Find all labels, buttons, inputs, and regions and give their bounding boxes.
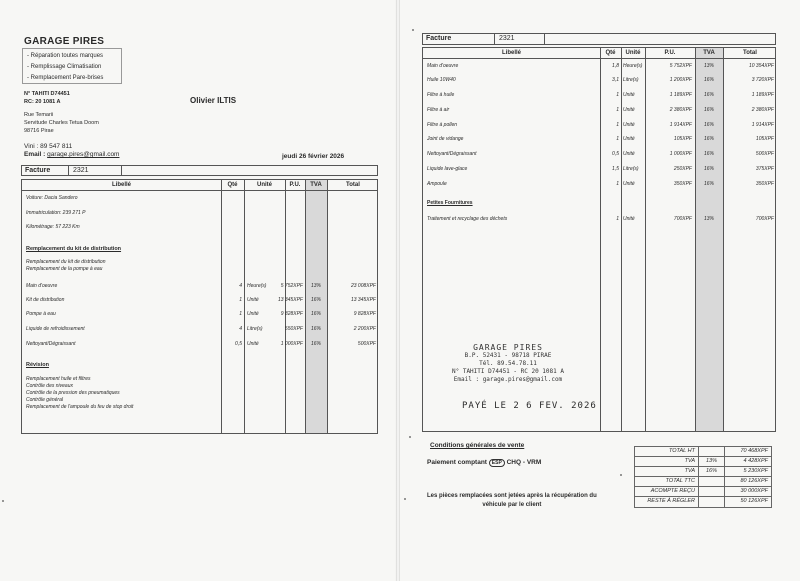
vehicle-model: Voiture: Dacia Sandero bbox=[26, 195, 78, 201]
section-line: Contrôle général bbox=[26, 397, 63, 403]
section-line: Remplacement du kit de distribution bbox=[26, 259, 106, 265]
col-qte: Qté bbox=[605, 50, 616, 56]
totals-row: TOTAL TTC 80 126XPF bbox=[635, 477, 771, 487]
vehicle-plate: Immatriculation: 239 271 P bbox=[26, 210, 86, 216]
facture-label: Facture bbox=[22, 166, 69, 175]
parts-notice bbox=[427, 492, 597, 510]
email-link[interactable]: garage.pires@gmail.com bbox=[47, 151, 120, 158]
conditions-title: Conditions générales de vente bbox=[430, 442, 525, 449]
invoice-date: jeudi 26 février 2026 bbox=[282, 153, 345, 160]
section-title: Révision bbox=[26, 362, 49, 368]
totals-row: TVA 13% 4 428XPF bbox=[635, 457, 771, 467]
col-unite: Unité bbox=[625, 50, 641, 56]
totals-row: TVA 16% 5 230XPF bbox=[635, 467, 771, 477]
totals-table bbox=[634, 446, 772, 508]
col-libelle: Libellé bbox=[111, 182, 131, 188]
vehicle-mileage: Kilométrage: 57 223 Km bbox=[26, 224, 80, 230]
rc-number: RC: 20 1081 A bbox=[24, 99, 61, 105]
table-header bbox=[423, 48, 775, 59]
stamp-line: Email : garage.pires@gmail.com bbox=[453, 376, 563, 383]
totals-row: RESTE À RÉGLER 50 126XPF bbox=[635, 497, 771, 507]
facture-number: 2321 bbox=[495, 34, 545, 44]
service-item: - Réparation toutes marques bbox=[27, 53, 104, 59]
table-row: Traitement et recyclage des déchets 1 Unité 700XPF 13% 700XPF bbox=[427, 216, 774, 222]
address-line: 98716 Pirae bbox=[24, 128, 54, 134]
scan-speck bbox=[620, 474, 622, 476]
parts-notice-line: véhicule par le client bbox=[482, 502, 542, 508]
table-row: Filtre à air 1 Unité 2 380XPF 16% 2 380XPF bbox=[427, 107, 774, 113]
facture-number: 2321 bbox=[69, 166, 122, 175]
stamp-line: Tél. 89.54.78.11 bbox=[479, 360, 537, 367]
table-row: Ampoule 1 Unité 350XPF 16% 350XPF bbox=[427, 181, 774, 187]
payment-terms bbox=[427, 459, 541, 467]
facture-bar bbox=[21, 165, 378, 176]
table-row: Filtre à pollen 1 Unité 1 914XPF 16% 1 914XPF bbox=[427, 122, 774, 128]
section-line: Remplacement huile et filtres bbox=[26, 376, 91, 382]
section-line: Contrôle des niveaux bbox=[26, 383, 73, 389]
scan-speck bbox=[409, 436, 411, 438]
col-pu: P.U. bbox=[664, 50, 676, 56]
table-row: Main d'oeuvre 1,8 Heure(s) 5 752XPF 13% 10 354XPF bbox=[427, 63, 774, 69]
col-pu: P.U. bbox=[289, 182, 301, 188]
section-line: Remplacement de l'ampoule du feu de stop droit bbox=[26, 404, 134, 410]
stamp-line: N° TAHITI D74451 - RC 20 1081 A bbox=[452, 368, 564, 375]
email-label: Email : bbox=[24, 151, 46, 158]
table-row: Joint de vidange 1 Unité 105XPF 16% 105XPF bbox=[427, 136, 774, 142]
facture-bar bbox=[422, 33, 776, 45]
esp-circle: ESP bbox=[489, 459, 505, 467]
garage-stamp bbox=[452, 344, 564, 384]
email-line bbox=[24, 151, 119, 158]
table-row: Filtre à huile 1 Unité 1 189XPF 16% 1 189XPF bbox=[427, 92, 774, 98]
col-qte: Qté bbox=[227, 182, 238, 188]
table-header bbox=[22, 180, 377, 191]
totals-row: TOTAL HT 70 468XPF bbox=[635, 447, 771, 457]
invoice-table-left bbox=[21, 179, 378, 434]
scan-speck bbox=[2, 500, 4, 502]
parts-notice-line: Les pièces remplacées sont jetées après la récupération du bbox=[427, 493, 597, 499]
table-row: Huile 10W40 3,1 Litre(s) 1 200XPF 16% 3 720XPF bbox=[427, 77, 774, 83]
service-item: - Remplacement Pare-brises bbox=[27, 75, 104, 81]
section-line: Remplacement de la pompe à eau bbox=[26, 266, 103, 272]
totals-row: ACOMPTE REÇU 30 000XPF bbox=[635, 487, 771, 497]
address-line: Rue Temarii bbox=[24, 112, 54, 118]
stamp-line: GARAGE PIRES bbox=[473, 343, 543, 352]
col-unite: Unité bbox=[257, 182, 272, 188]
service-item: - Remplissage Climatisation bbox=[27, 64, 102, 70]
section-line: Contrôle de la pression des pneumatiques bbox=[26, 390, 120, 396]
table-row: Nettoyant/Dégraissant 0,5 Unité 1 000XPF 16% 500XPF bbox=[26, 341, 376, 347]
col-total: Total bbox=[346, 182, 360, 188]
invoice-page-left bbox=[0, 0, 395, 581]
scan-speck bbox=[404, 498, 406, 500]
tahiti-number: N° TAHITI D74451 bbox=[24, 91, 70, 97]
scan-speck bbox=[412, 29, 414, 31]
table-row: Main d'oeuvre 4 Heure(s) 5 752XPF 13% 23 008XPF bbox=[26, 283, 376, 289]
payment-label: Paiement comptant bbox=[427, 459, 487, 466]
table-row: Liquide lave-glace 1,5 Litre(s) 250XPF 16% 375XPF bbox=[427, 166, 774, 172]
col-tva: TVA bbox=[703, 50, 715, 56]
section-title: Petites Fournitures bbox=[427, 200, 473, 206]
paid-stamp: PAYÉ LE 2 6 FEV. 2026 bbox=[462, 401, 597, 411]
payment-methods: CHQ - VRM bbox=[506, 459, 542, 466]
facture-label: Facture bbox=[423, 34, 495, 44]
table-row: Nettoyant/Dégraissant 0,5 Unité 1 000XPF 16% 500XPF bbox=[427, 151, 774, 157]
col-total: Total bbox=[743, 50, 757, 56]
col-libelle: Libellé bbox=[501, 50, 521, 56]
client-name: Olivier ILTIS bbox=[190, 96, 237, 105]
address-line: Servitude Charles Tetua Doom bbox=[24, 120, 99, 126]
table-row: Liquide de refroidissement 4 Litre(s) 550XPF 16% 2 200XPF bbox=[26, 326, 376, 332]
col-tva: TVA bbox=[310, 182, 322, 188]
section-title: Remplacement du kit de distribution bbox=[26, 246, 122, 252]
garage-name: GARAGE PIRES bbox=[24, 36, 105, 47]
phone-number: Vini : 89 547 811 bbox=[24, 143, 73, 150]
stamp-line: B.P. 52431 - 98718 PIRAE bbox=[464, 352, 552, 359]
table-row: Kit de distribution 1 Unité 13 345XPF 16% 13 345XPF bbox=[26, 297, 376, 303]
services-box bbox=[22, 48, 122, 84]
table-row: Pompe à eau 1 Unité 9 828XPF 16% 9 828XPF bbox=[26, 311, 376, 317]
